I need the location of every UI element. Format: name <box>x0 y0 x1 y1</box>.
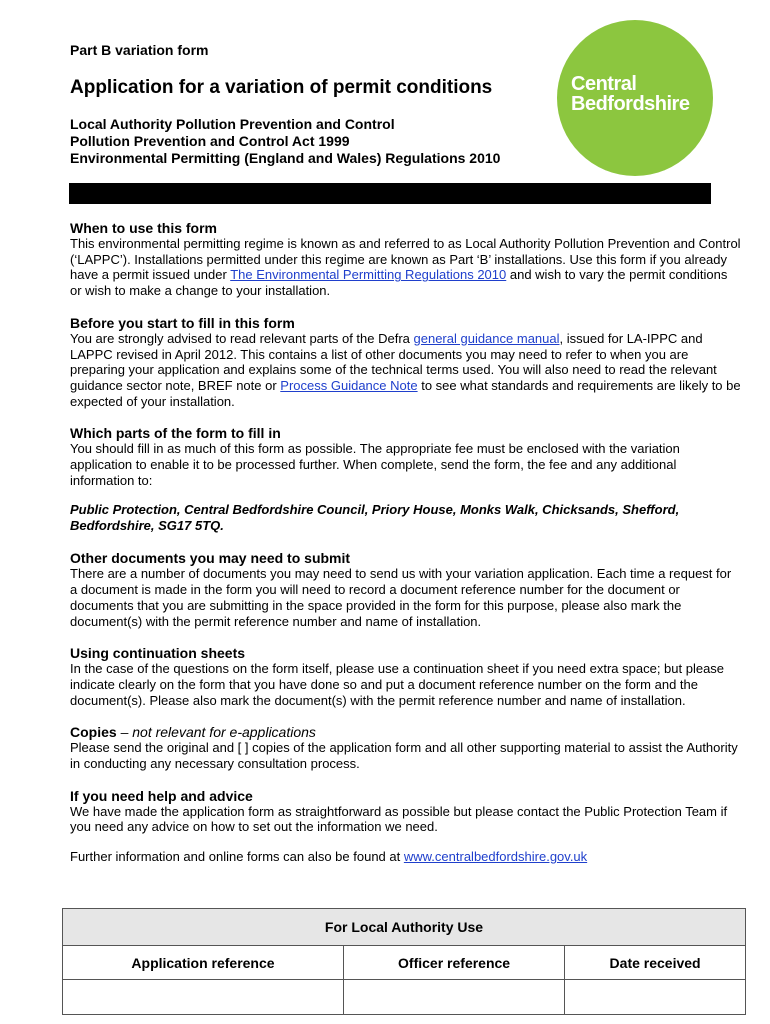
text-span: Further information and online forms can also be found at <box>70 849 404 865</box>
heading-note: – not relevant for e-applications <box>116 724 316 741</box>
application-reference-field[interactable] <box>63 980 344 1015</box>
section-heading <box>70 724 742 740</box>
section-heading: Before you start to fill in this form <box>70 314 295 331</box>
further-information <box>70 849 742 865</box>
environmental-permitting-regulations-link[interactable]: The Environmental Permitting Regulations 2010 <box>230 267 507 283</box>
section-before-you-start <box>70 315 742 410</box>
text-span: and wish to vary the permit conditions or wish to make a change to your installation. <box>70 267 728 299</box>
central-bedfordshire-logo <box>557 20 713 176</box>
process-guidance-note-link[interactable]: Process Guidance Note <box>280 377 418 393</box>
table-column-row <box>63 946 746 980</box>
column-application-reference: Application reference <box>63 946 344 980</box>
column-officer-reference: Officer reference <box>343 946 564 980</box>
section-heading: Using continuation sheets <box>70 645 246 662</box>
section-text: We have made the application form as straightforward as possible but please contact the Public Protection Team if you need any advice on how to set out the information we need. <box>70 803 728 835</box>
section-copies <box>70 724 742 771</box>
section-continuation-sheets <box>70 645 742 708</box>
text-span: , issued for LA-IPPC and LAPPC revised in April 2012. This contains a list of other documents you may need to refer to when you are preparing your application and explains some of the technical terms used. You will also need to read the relevant guidance sector note, BREF note or <box>70 330 717 393</box>
local-authority-use-table <box>62 908 746 1015</box>
council-website-link[interactable]: www.centralbedfordshire.gov.uk <box>403 849 588 865</box>
date-received-field[interactable] <box>565 980 746 1015</box>
logo-line: Bedfordshire <box>571 93 690 115</box>
logo-text <box>571 74 689 114</box>
page-title: Application for a variation of permit conditions <box>70 77 493 98</box>
heading-text: Copies <box>70 724 117 741</box>
table-row <box>63 980 746 1015</box>
table-title: For Local Authority Use <box>63 909 746 946</box>
section-which-parts <box>70 425 742 534</box>
text-span: You are strongly advised to read relevant parts of the Defra <box>70 330 414 346</box>
postal-address: Public Protection, Central Bedfordshire Council, Priory House, Monks Walk, Chicksands, Shefford, Bedfordshire, SG17 5TQ. <box>70 502 680 534</box>
legislation-subtitles <box>70 116 500 167</box>
subtitle-line: Local Authority Pollution Prevention and Control <box>70 116 395 132</box>
table-header-row <box>63 909 746 946</box>
section-heading: Which parts of the form to fill in <box>70 425 281 442</box>
column-date-received: Date received <box>565 946 746 980</box>
form-guidance-content <box>70 220 742 881</box>
section-heading: If you need help and advice <box>70 787 253 804</box>
section-when-to-use <box>70 220 742 299</box>
section-text: There are a number of documents you may need to send us with your variation application. Each time a request for a document is made in the form you will need to record a document reference number for the document or documents that you are submitting in the space provided in the form for this purpose, please also mark the document(s) with the permit reference number and name of installation. <box>70 566 732 629</box>
subtitle-line: Environmental Permitting (England and Wales) Regulations 2010 <box>70 150 501 166</box>
general-guidance-manual-link[interactable]: general guidance manual <box>413 330 560 346</box>
section-other-documents <box>70 550 742 629</box>
part-label: Part B variation form <box>70 42 209 58</box>
logo-line: Central <box>571 73 637 95</box>
section-text: You should fill in as much of this form as possible. The appropriate fee must be enclosed with the variation application to enable it to be processed further. When complete, send the form, the fee and any additional information to: <box>70 441 680 488</box>
section-help-advice <box>70 788 742 865</box>
text-span: to see what standards and requirements are likely to be expected of your installation. <box>70 377 741 409</box>
section-heading: When to use this form <box>70 220 217 236</box>
header-divider-bar <box>69 183 711 204</box>
section-text: Please send the original and [ ] copies of the application form and all other supporting material to assist the Authority in conducting any necessary consultation process. <box>70 740 738 772</box>
section-text: In the case of the questions on the form itself, please use a continuation sheet if you need extra space; but please indicate clearly on the form that you have done so and put a document reference number on the form and the document(s). Please also mark the document(s) with the permit reference number and name of installation. <box>70 661 725 708</box>
section-text <box>70 236 742 299</box>
officer-reference-field[interactable] <box>343 980 564 1015</box>
text-span: This environmental permitting regime is known as and referred to as Local Authority Pollution Prevention and Control (‘LAPPC’). Installations permitted under this regime are known as Part ‘B’ installations. Use this form if you already have a permit issued under <box>70 236 741 283</box>
section-text <box>70 331 742 410</box>
section-heading: Other documents you may need to submit <box>70 550 351 567</box>
subtitle-line: Pollution Prevention and Control Act 1999 <box>70 133 350 149</box>
